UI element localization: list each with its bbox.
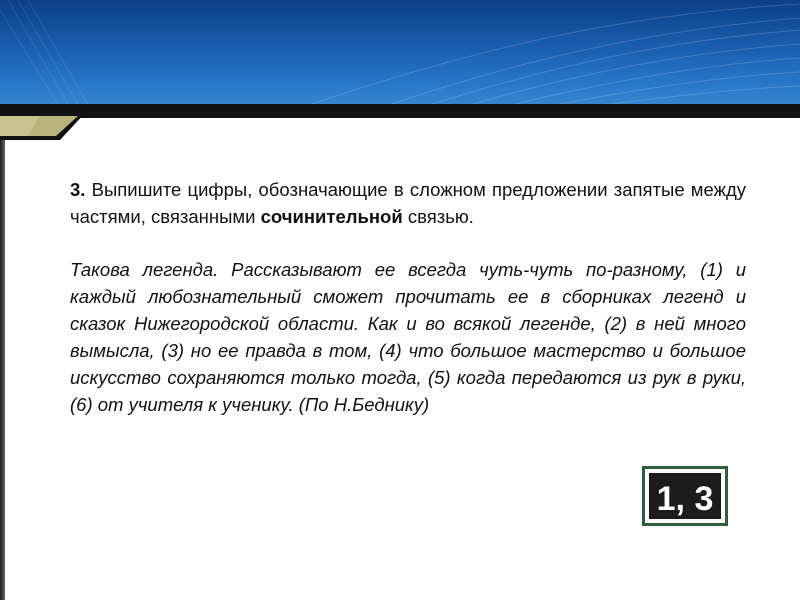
header-band: [0, 104, 800, 118]
slide-content: [70, 176, 746, 418]
band-accent: [0, 106, 88, 143]
left-edge-rule: [0, 140, 5, 600]
question-text-after: связью.: [402, 206, 474, 227]
question-text: [70, 176, 746, 230]
banner-stripes: [0, 0, 800, 108]
question-text-before: Выпишите цифры, обозначающие в сложном предложении запятые между частями, связанными: [70, 179, 746, 227]
question-emphasis: сочинительной: [260, 206, 403, 227]
passage-text: Такова легенда. Рассказывают ее всегда чуть-чуть по-разному, (1) и каждый любознательный сможет прочитать ее в сборниках легенд и сказок Нижегородской области. Как и во всякой легенде, (2) в ней много вымысла, (3) но ее правда в том, (4) что большое мастерство и большое искусство сохраняются только тогда, (5) когда передаются из рук в руки, (6) от учителя к ученику. (По Н.Беднику): [70, 259, 746, 415]
header-banner: [0, 0, 800, 108]
answer-box: [642, 466, 728, 526]
answer-value: 1, 3: [651, 475, 719, 517]
question-number: 3.: [70, 179, 86, 200]
